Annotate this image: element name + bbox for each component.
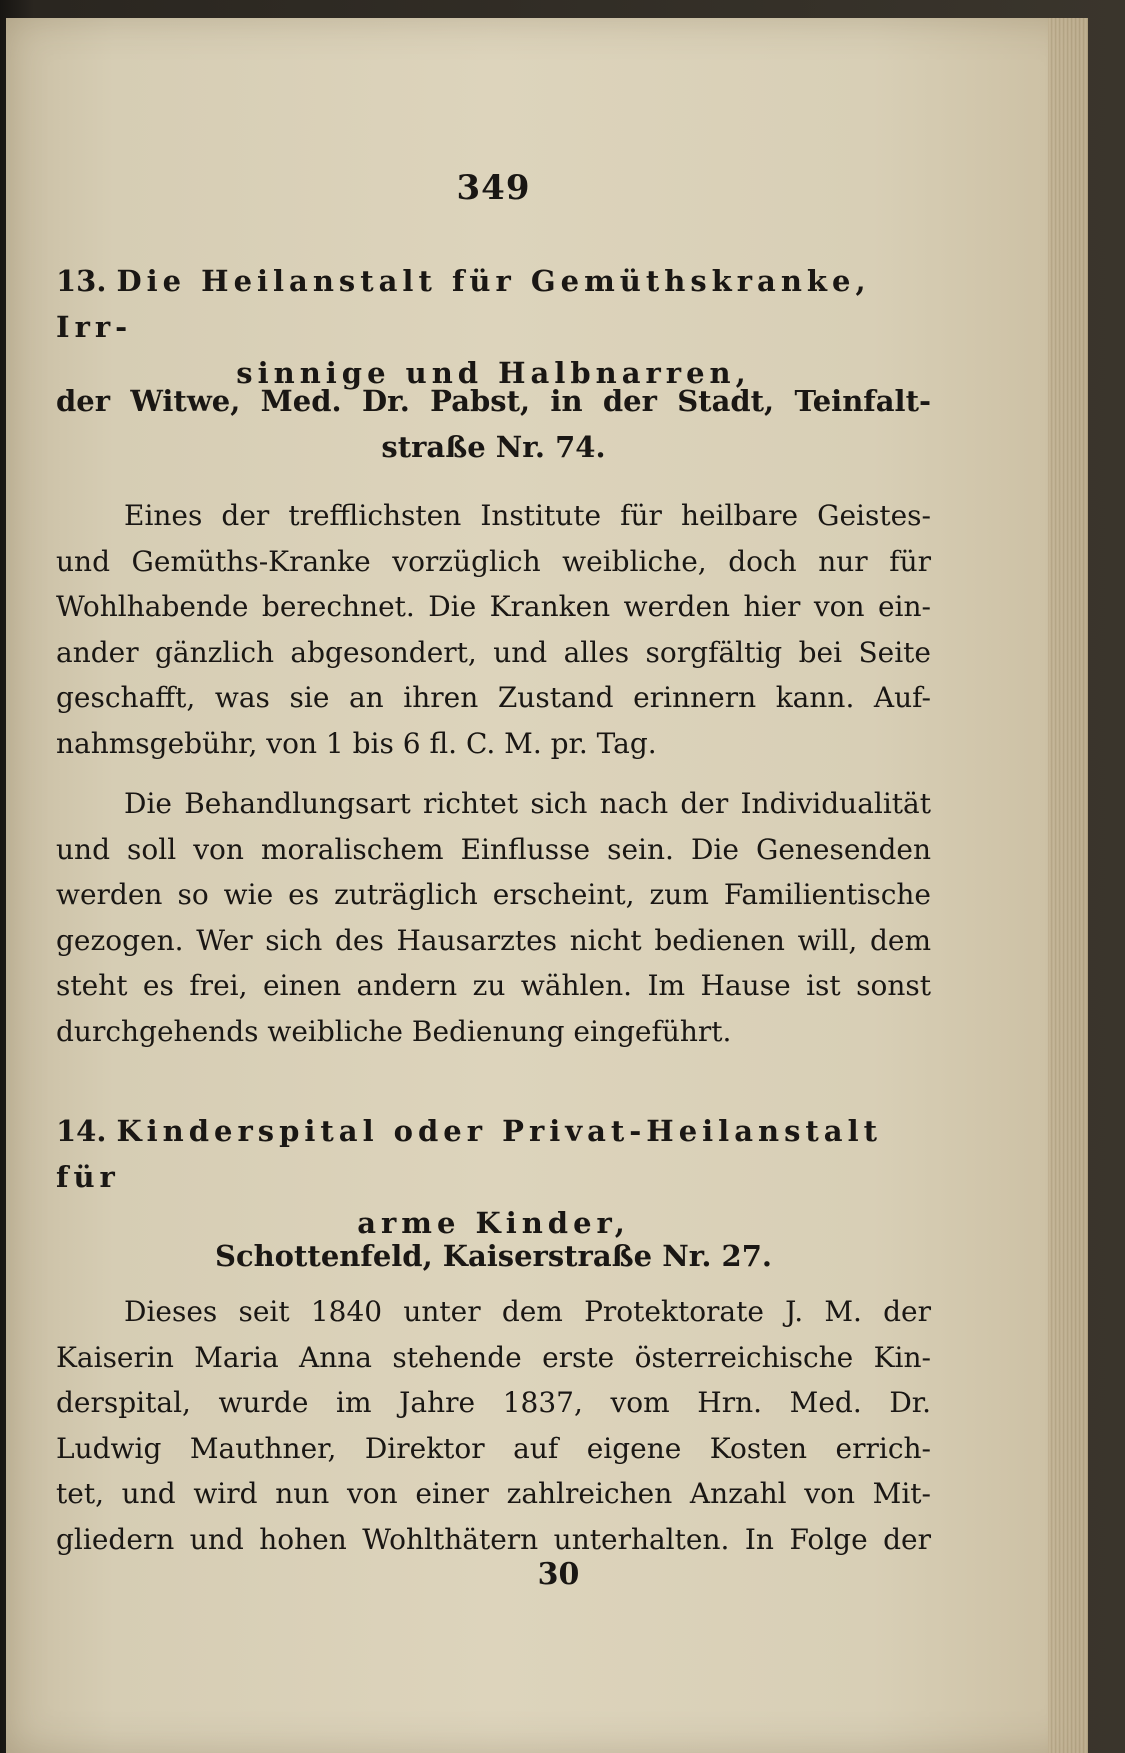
address-line2: straße Nr. 74. <box>381 430 606 464</box>
address-line1: der Witwe, Med. Dr. Pabst, in der Stadt, Teinfalt- <box>56 384 931 418</box>
entry-number: 14. <box>56 1114 107 1148</box>
page-number: 349 <box>456 168 531 208</box>
signature-mark: 30 <box>537 1557 580 1592</box>
text-line: gezogen. Wer sich des Hausarztes nicht bedienen will, dem <box>56 923 931 957</box>
text-line: nahmsgebühr, von 1 bis 6 fl. C. M. pr. Tag. <box>56 726 657 760</box>
text-line: tet, und wird nun von einer zahlreichen Anzahl von Mit- <box>56 1477 931 1510</box>
text-line: ander gänzlich abgesondert, und alles sorgfältig bei Seite <box>56 635 931 669</box>
entry-number: 13. <box>56 264 107 298</box>
text-line: Kaiserin Maria Anna stehende erste österreichische Kin- <box>56 1340 931 1374</box>
text-line: durchgehends weibliche Bedienung eingeführt. <box>56 1014 732 1048</box>
entry-13-address <box>56 378 931 470</box>
text-line: Die Behandlungsart richtet sich nach der Individualität <box>124 787 931 820</box>
text-line: und Gemüths-Kranke vorzüglich weibliche, doch nur für <box>56 544 931 578</box>
text-line: steht es frei, einen andern zu wählen. Im Hause ist sonst <box>56 969 931 1002</box>
entry-14-address: Schottenfeld, Kaiserstraße Nr. 27. <box>215 1239 772 1273</box>
text-line: und soll von moralischem Einflusse sein. Die Genesenden <box>56 832 931 866</box>
text-line: Dieses seit 1840 unter dem Protektorate J. M. der <box>124 1295 931 1328</box>
entry-13-title <box>56 258 931 396</box>
entry-13-paragraph-2 <box>56 781 931 1054</box>
entry-14-paragraph-1 <box>56 1289 931 1562</box>
text-line: geschafft, was sie an ihren Zustand erinnern kann. Auf- <box>56 681 931 714</box>
text-line: Wohlhabende berechnet. Die Kranken werden hier von ein- <box>56 590 931 623</box>
text-line: Ludwig Mauthner, Direktor auf eigene Kosten errich- <box>56 1431 931 1465</box>
page-edge <box>1048 18 1088 1753</box>
text-line: gliedern und hohen Wohlthätern unterhalten. In Folge der <box>56 1522 931 1556</box>
entry-13-paragraph-1 <box>56 493 931 766</box>
entry-14-title <box>56 1108 931 1246</box>
entry-title-line1: Die Heilanstalt für Gemüthskranke, Irr- <box>56 264 871 344</box>
entry-title-line2: sinnige und Halbnarren, <box>236 356 751 390</box>
entry-title-line1: Kinderspital oder Privat-Heilanstalt für <box>56 1114 882 1194</box>
entry-title-line2: arme Kinder, <box>357 1206 630 1240</box>
text-line: Eines der trefflichsten Institute für heilbare Geistes- <box>124 499 931 532</box>
text-line: derspital, wurde im Jahre 1837, vom Hrn. Med. Dr. <box>56 1386 931 1419</box>
text-line: werden so wie es zuträglich erscheint, zum Familientische <box>56 878 931 911</box>
